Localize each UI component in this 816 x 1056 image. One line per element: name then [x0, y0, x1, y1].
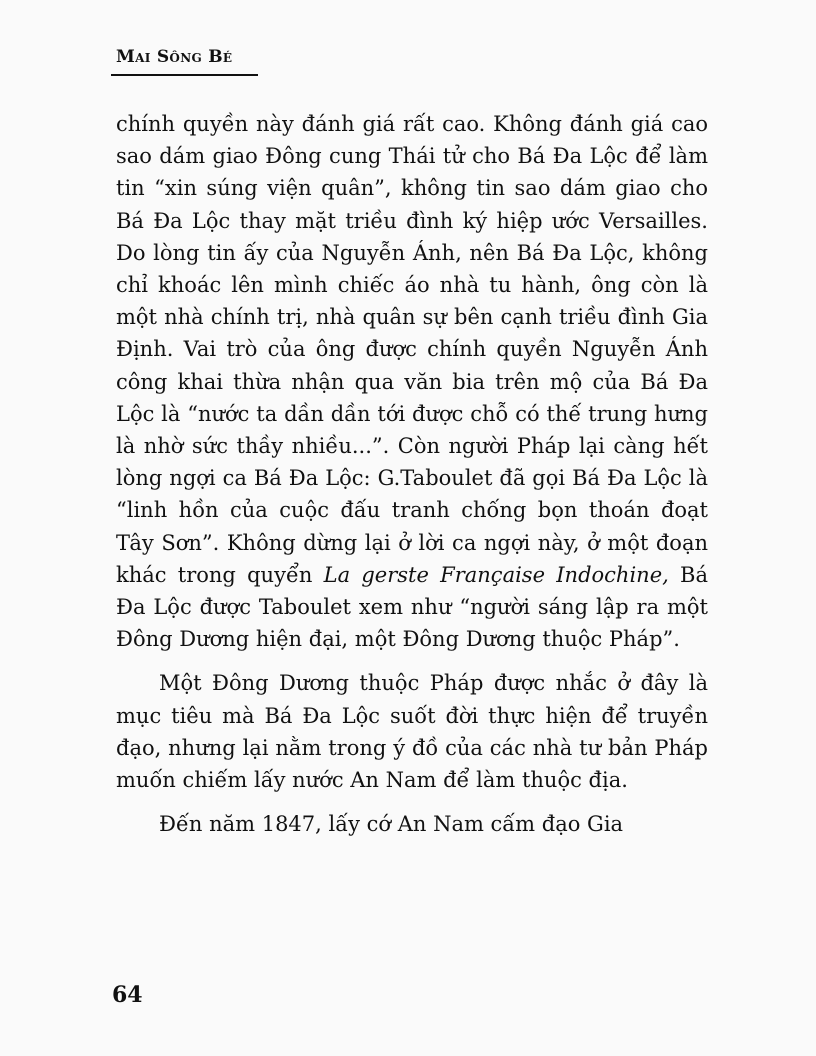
paragraph: Một Đông Dương thuộc Pháp được nhắc ở đây là mục tiêu mà Bá Đa Lộc suốt đời thực hiện để truyền đạo, nhưng lại nằm trong ý đồ của các nhà tư bản Pháp muốn chiếm lấy nước An Nam để làm thuộc địa.	[116, 671, 708, 793]
header-underline	[111, 74, 258, 76]
book-title-italic: La gerste Française Indochine,	[323, 562, 669, 587]
paragraph-continued	[116, 108, 708, 655]
paragraph: Đến năm 1847, lấy cớ An Nam cấm đạo Gia	[159, 812, 624, 837]
page-number: 64	[112, 982, 143, 1008]
paragraph-text: Bá Đa Lộc được Taboulet xem như “người sáng lập ra một Đông Dương hiện đại, một Đông Dương thuộc Pháp”.	[116, 562, 708, 652]
paragraph-text: chính quyền này đánh giá rất cao. Không đánh giá cao sao dám giao Đông cung Thái tử cho Bá Đa Lộc để làm tin “xin súng viện quân”, không tin sao dám giao cho Bá Đa Lộc thay mặt triều đình ký hiệp ước Versailles. Do lòng tin ấy của Nguyễn Ánh, nên Bá Đa Lộc, không chỉ khoác lên mình chiếc áo nhà tu hành, ông còn là một nhà chính trị, nhà quân sự bên cạnh triều đình Gia Định. Vai trò của ông được chính quyền Nguyễn Ánh công khai thừa nhận qua văn bia trên mộ của Bá Đa Lộc là “nước ta dần dần tới được chỗ có thế trung hưng là nhờ sức thầy nhiều...”. Còn người Pháp lại càng hết lòng ngợi ca Bá Đa Lộc: G.Taboulet đã gọi Bá Đa Lộc là “linh hồn của cuộc đấu tranh chống bọn thoán đoạt Tây Sơn”. Không dừng lại ở lời ca ngợi này, ở một đoạn khác trong quyển	[116, 112, 708, 587]
body-text	[116, 108, 708, 840]
running-header-title: Mai Sông Bé	[116, 47, 233, 67]
